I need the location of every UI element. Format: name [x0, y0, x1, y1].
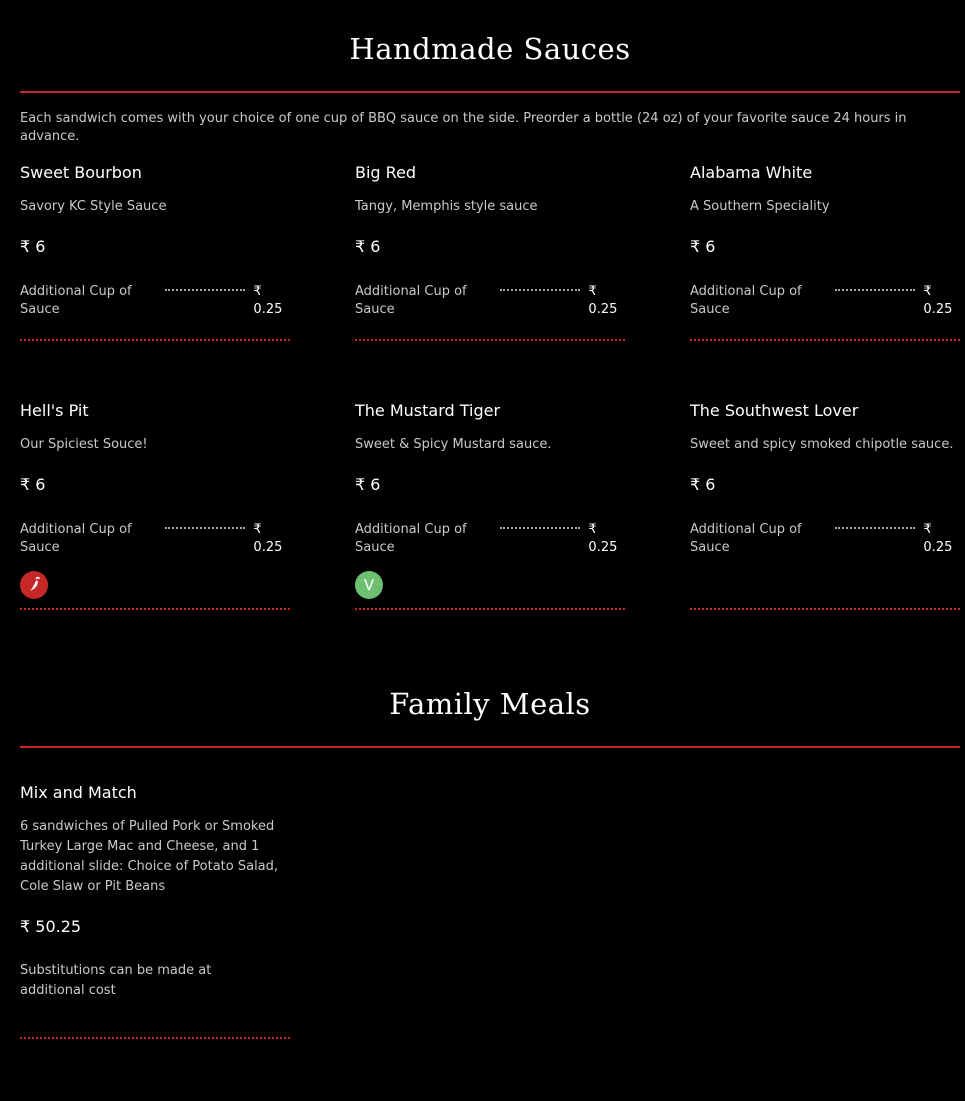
vegetarian-icon: V [355, 571, 383, 599]
section-divider [20, 746, 960, 748]
item-divider [355, 608, 625, 610]
section-title-family-meals: Family Meals [389, 687, 591, 721]
item-name: Mix and Match [20, 783, 137, 802]
item-divider [690, 339, 960, 341]
leader-dots [835, 527, 915, 529]
leader-dots [835, 289, 915, 291]
item-price: ₹ 6 [20, 475, 46, 494]
addon-price: ₹ 0.25 [253, 284, 283, 317]
chili-pepper-icon [20, 571, 48, 599]
section-title-sauces: Handmade Sauces [349, 32, 631, 66]
menu-item-mix-and-match[interactable] [20, 783, 290, 1001]
item-price: ₹ 6 [355, 237, 381, 256]
item-price: ₹ 50.25 [20, 917, 82, 936]
leader-dots [165, 527, 245, 529]
addon-option[interactable] [355, 521, 625, 557]
item-name: The Southwest Lover [690, 401, 859, 420]
leader-dots [165, 289, 245, 291]
section-intro: Each sandwich comes with your choice of one cup of BBQ sauce on the side. Preorder a bottle (24 oz) of your favorite sauce 24 hours in advance. [20, 111, 907, 144]
addon-option[interactable] [690, 283, 960, 319]
item-name: Sweet Bourbon [20, 163, 142, 182]
item-price: ₹ 6 [690, 475, 716, 494]
item-name: Hell's Pit [20, 401, 89, 420]
item-divider [355, 339, 625, 341]
item-note: Substitutions can be made at additional cost [20, 963, 212, 998]
item-description: Tangy, Memphis style sauce [355, 199, 538, 214]
addon-option[interactable] [20, 521, 290, 557]
addon-label: Additional Cup of Sauce [690, 522, 802, 555]
leader-dots [500, 289, 580, 291]
item-name: The Mustard Tiger [355, 401, 501, 420]
menu-item-hells-pit[interactable] [20, 401, 290, 599]
addon-price: ₹ 0.25 [588, 522, 618, 555]
item-description: 6 sandwiches of Pulled Pork or Smoked Turkey Large Mac and Cheese, and 1 additional slide: Choice of Potato Salad, Cole Slaw or Pit Beans [20, 819, 279, 894]
item-description: Savory KC Style Sauce [20, 199, 167, 214]
addon-option[interactable] [355, 283, 625, 319]
item-divider [20, 608, 290, 610]
addon-label: Additional Cup of Sauce [355, 284, 467, 317]
addon-label: Additional Cup of Sauce [355, 522, 467, 555]
item-divider [690, 608, 960, 610]
menu-item-sweet-bourbon[interactable] [20, 163, 290, 319]
section-divider [20, 91, 960, 93]
addon-price: ₹ 0.25 [253, 522, 283, 555]
item-price: ₹ 6 [690, 237, 716, 256]
addon-label: Additional Cup of Sauce [20, 284, 132, 317]
item-description: A Southern Speciality [690, 199, 830, 214]
item-description: Sweet & Spicy Mustard sauce. [355, 437, 552, 452]
item-divider [20, 1037, 290, 1039]
menu-item-big-red[interactable] [355, 163, 625, 319]
addon-label: Additional Cup of Sauce [20, 522, 132, 555]
item-divider [20, 339, 290, 341]
addon-option[interactable] [20, 283, 290, 319]
item-price: ₹ 6 [355, 475, 381, 494]
item-name: Alabama White [690, 163, 813, 182]
item-name: Big Red [355, 163, 417, 182]
item-description: Our Spiciest Souce! [20, 437, 148, 452]
addon-label: Additional Cup of Sauce [690, 284, 802, 317]
addon-price: ₹ 0.25 [923, 284, 953, 317]
addon-price: ₹ 0.25 [588, 284, 618, 317]
menu-item-alabama-white[interactable] [690, 163, 960, 319]
leader-dots [500, 527, 580, 529]
menu-item-southwest-lover[interactable] [690, 401, 960, 557]
item-price: ₹ 6 [20, 237, 46, 256]
addon-price: ₹ 0.25 [923, 522, 953, 555]
item-description: Sweet and spicy smoked chipotle sauce. [690, 437, 954, 452]
addon-option[interactable] [690, 521, 960, 557]
menu-item-mustard-tiger[interactable] [355, 401, 625, 599]
